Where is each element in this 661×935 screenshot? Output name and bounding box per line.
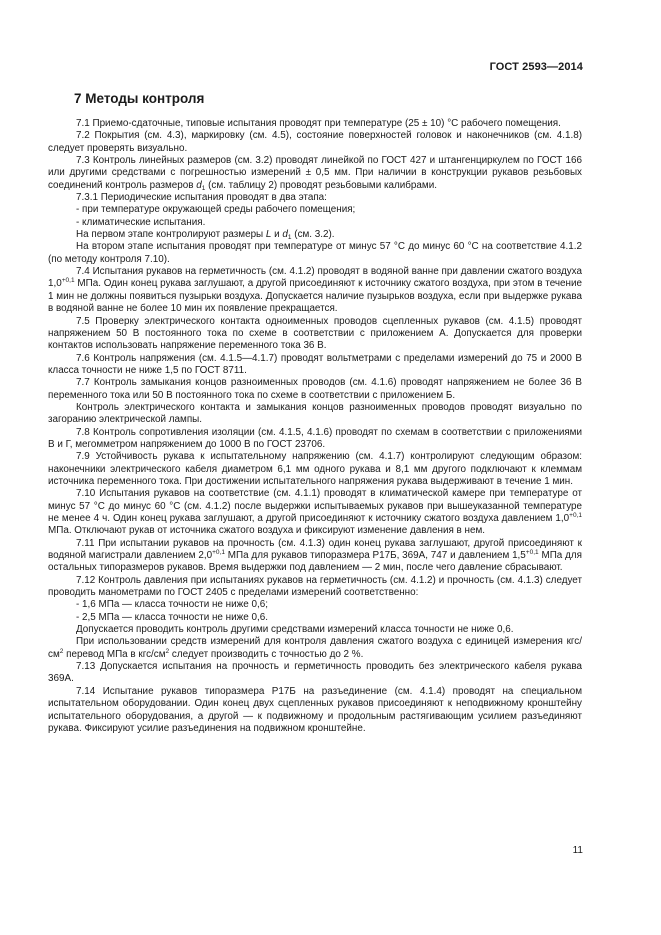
paragraph: 7.3.1 Периодические испытания проводят в два этапа: (76, 192, 327, 204)
paragraph: 7.6 Контроль напряжения (см. 4.1.5—4.1.7) проводят вольтметрами с пределами измерений до 75 и 2000 В класса точности не ниже 1,5 по ГОСТ 8711. (48, 352, 582, 376)
paragraph: 7.3 Контроль линейных размеров (см. 3.2) проводят линейкой по ГОСТ 427 и штангенциркулем по ГОСТ 166 или другими средствами с погрешностью измерений ± 0,5 мм. При наличии в конструкции рукавов резьбовых соединений контроль размеров $d_1$ (см. таблицу 2) проводят резьбовыми калибрами. (48, 155, 582, 192)
paragraph: Допускается проводить контроль другими средствами измерений класса точности не ниже 0,6. (76, 624, 514, 636)
paragraph: 7.5 Проверку электрического контакта одноименных проводов сцепленных рукавов (см. 4.1.5) проводят напряжением 50 В постоянного тока по схеме в соответствии с приложением А. Допускается для проверки контактов использовать напряжение переменного тока 36 В. (48, 315, 582, 352)
paragraph: 7.2 Покрытия (см. 4.3), маркировку (см. 4.5), состояние поверхностей головок и наконечников (см. 4.1.8) следует проверять визуально. (48, 130, 582, 154)
paragraph: 7.4 Испытания рукавов на герметичность (см. 4.1.2) проводят в водяной ванне при давлении сжатого воздуха $1,0^{+0,1}$ МПа. Один конец рукава заглушают, а другой присоединяют к источнику сжатого воздуха, при этом в течение 1 мин не должны появиться пузырьки воздуха. Допускается наличие пузырьков воздуха, если при выдержке рукава в водяной ванне не более 10 мин их появление прекращается. (48, 266, 582, 315)
paragraph: 7.12 Контроль давления при испытаниях рукавов на герметичность (см. 4.1.2) и прочность (см. 4.1.3) следует проводить манометрами по ГОСТ 2405 с пределами измерений соответственно: (48, 574, 582, 599)
paragraph: 7.9 Устойчивость рукава к испытательному напряжению (см. 4.1.7) контролируют следующим образом: наконечники электрического кабеля диаметром 6,1 мм одного рукава и 8,1 мм другого подключают к клеммам источника переменного тока. При достижении испытательного напряжения рукава выдерживают в течение 1 мин. (48, 451, 582, 487)
paragraph: 7.1 Приемо-сдаточные, типовые испытания проводят при температуре (25 ± 10) °С рабочего помещения. (76, 118, 561, 129)
list-item: - 1,6 МПа — класса точности не ниже 0,6; (76, 599, 268, 611)
paragraph: 7.14 Испытание рукавов типоразмера Р17Б на разъединение (см. 4.1.4) проводят на специальном испытательном оборудовании. Один конец двух сцепленных рукавов присоединяют к неподвижному кронштейну испытательного оборудования, а другой — к подвижному и продольным растягивающим усилием разъединяют рукава. Фиксируют усилие разъединения на подвижном кронштейне. (48, 685, 582, 734)
paragraph: При использовании средств измерений для контроля давления сжатого воздуха с единицей измерения кгс/$см^2$ перевод МПа в кгс/$см^2$ следует производить с точностью до 2 %. (48, 636, 582, 660)
paragraph: 7.11 При испытании рукавов на прочность (см. 4.1.3) один конец рукава заглушают, другой присоединяют к водяной магистрали давлением $2,0^{+0,1}$ МПа для рукавов типоразмера Р17Б, 369А, 747 и давлением $1,5^{+0,1}$ МПа для остальных типоразмеров рукавов. Время выдержки под давлением — 2 мин, после чего давление сбрасывают. (48, 537, 582, 574)
paragraph: Контроль электрического контакта и замыкания концов разноименных проводов проводят визуально по загоранию электрической лампы. (48, 401, 582, 426)
paragraph: 7.8 Контроль сопротивления изоляции (см. 4.1.5, 4.1.6) проводят по схемам в соответствии с приложениями В и Г, мегомметром напряжением до 1000 В по ГОСТ 23706. (48, 426, 582, 450)
list-item: - при температуре окружающей среды рабочего помещения; (76, 204, 356, 216)
page-number: 11 (572, 845, 583, 856)
paragraph: На первом этапе контролируют размеры L и $d_1$ (см. 3.2). (76, 229, 335, 242)
paragraph: На втором этапе испытания проводят при температуре от минус 57 °С до минус 60 °С на соответствие 4.1.2 (по методу контроля 7.10). (48, 241, 582, 265)
paragraph: 7.10 Испытания рукавов на соответствие (см. 4.1.1) проводят в климатической камере при температуре от минус 57 °С до минус 60 °С (см. 4.1.2) после выдержки испытываемых рукавов при вышеуказанной температуре не менее 4 ч. Один конец рукава заглушают, а другой присоединяют к источнику сжатого воздуха давлением $1,0^{+0,1}$ МПа. Отключают рукав от источника сжатого воздуха и фиксируют изменение давления в нем. (48, 488, 582, 537)
paragraph: 7.13 Допускается испытания на прочность и герметичность проводить без электрического кабеля рукава 369А. (48, 661, 582, 685)
list-item: - 2,5 МПа — класса точности не ниже 0,6. (76, 611, 268, 623)
list-item: - климатические испытания. (76, 216, 206, 228)
section-title: 7 Методы контроля (74, 91, 205, 106)
paragraph: 7.7 Контроль замыкания концов разноименных проводов (см. 4.1.6) проводят напряжением не более 36 В переменного тока или 50 В постоянного тока по схеме в соответствии с приложением Б. (48, 377, 582, 401)
section-body (48, 118, 582, 735)
document-id: ГОСТ 2593—2014 (489, 61, 583, 73)
